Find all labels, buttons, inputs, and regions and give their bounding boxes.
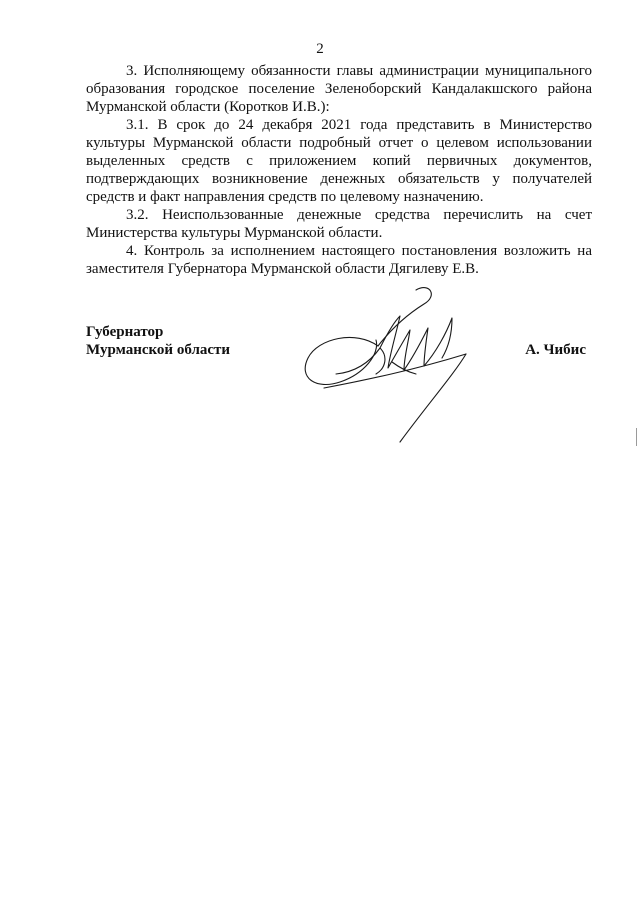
paragraph-3-1: 3.1. В срок до 24 декабря 2021 года представить в Министерство культуры Мурманской области подробный отчет о целевом использовании выделенных средств с приложением копий первичных документов, подтверждающих возникновение денежных обязательств у получателей средств и факт направления средств по целевому назначению.	[86, 117, 592, 205]
signatory-position	[86, 323, 230, 359]
paragraph-3-2: 3.2. Неиспользованные денежные средства перечислить на счет Министерства культуры Мурманской области.	[86, 207, 592, 241]
signatory-name: А. Чибис	[525, 342, 586, 358]
paragraph-4: 4. Контроль за исполнением настоящего постановления возложить на заместителя Губернатора Мурманской области Дягилеву Е.В.	[86, 243, 592, 277]
scan-mark	[636, 428, 637, 446]
position-line-1: Губернатор	[86, 324, 164, 340]
position-line-2: Мурманской области	[86, 342, 231, 358]
document-body	[86, 62, 592, 278]
page-number: 2	[316, 41, 324, 57]
paragraph-3: 3. Исполняющему обязанности главы администрации муниципального образования городское поселение Зеленоборский Кандалакшского района Мурманской области (Коротков И.В.):	[86, 63, 592, 115]
handwritten-signature	[296, 282, 486, 452]
